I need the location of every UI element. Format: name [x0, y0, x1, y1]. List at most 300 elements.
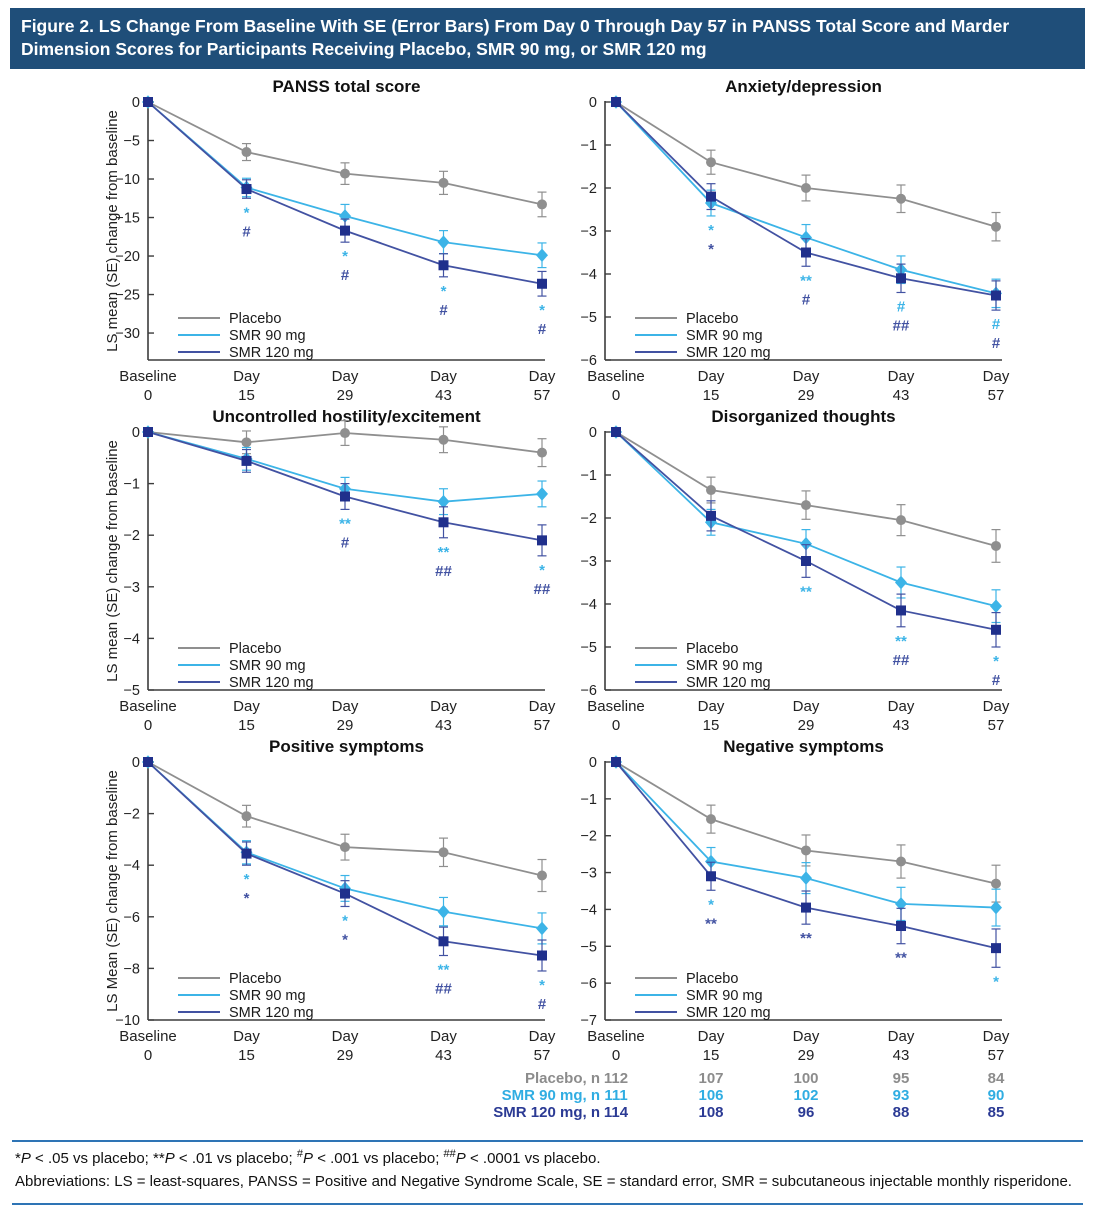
- svg-text:**: **: [895, 949, 907, 967]
- data-point-marker: [991, 625, 1001, 635]
- data-point-marker: [439, 936, 449, 946]
- svg-text:0: 0: [143, 387, 153, 403]
- table-n-value: 100: [793, 1070, 819, 1088]
- svg-text:15: 15: [702, 717, 720, 733]
- svg-text:−2: −2: [123, 806, 140, 823]
- data-point-marker: [439, 178, 449, 188]
- data-point-marker: [537, 448, 547, 458]
- chart-svg: [567, 402, 1037, 732]
- svg-text:−2: −2: [580, 181, 597, 198]
- svg-text:57: 57: [533, 1047, 551, 1063]
- chart-disorganized-thoughts: [567, 402, 1037, 732]
- data-point-marker: [340, 428, 350, 438]
- svg-text:43: 43: [435, 387, 452, 403]
- svg-text:57: 57: [533, 717, 551, 733]
- svg-text:#: #: [242, 223, 251, 241]
- svg-text:15: 15: [238, 717, 255, 733]
- data-point-marker: [537, 279, 547, 289]
- svg-text:Day: Day: [697, 1028, 725, 1046]
- svg-text:−5: −5: [580, 640, 597, 657]
- chart-row-1: [12, 72, 1095, 402]
- p-value-label: P: [303, 1150, 314, 1168]
- y-axis-ticks: [580, 755, 611, 1029]
- table-row-label: SMR 90 mg, n: [501, 1087, 600, 1105]
- svg-text:#: #: [439, 302, 448, 320]
- svg-text:Baseline: Baseline: [587, 368, 645, 386]
- svg-text:**: **: [339, 515, 351, 533]
- chart-svg: [12, 402, 567, 732]
- svg-text:Day: Day: [887, 1028, 915, 1046]
- data-point-marker: [706, 871, 716, 881]
- figure-title-banner: [10, 8, 1085, 69]
- chart-anxiety-depression: [567, 72, 1037, 402]
- data-point-marker: [896, 515, 906, 525]
- svg-text:*: *: [243, 204, 250, 222]
- svg-text:−2: −2: [123, 528, 140, 545]
- svg-text:Day: Day: [982, 368, 1010, 386]
- chart-title: Positive symptoms: [269, 737, 424, 757]
- figure-title: Figure 2. LS Change From Baseline With SE (Error Bars) From Day 0 Through Day 57 in PANSS Total Score and Marder Dimension Scores for Participants Receiving Placebo, SMR 90 mg, or SMR 120 mg: [21, 16, 1010, 60]
- data-point-marker: [340, 889, 350, 899]
- data-point-marker: [991, 291, 1001, 301]
- svg-text:*: *: [342, 248, 348, 266]
- data-point-marker: [438, 905, 450, 919]
- svg-text:Day: Day: [233, 1028, 260, 1046]
- significance-annotations: [339, 516, 551, 598]
- table-n-value: 95: [892, 1070, 910, 1088]
- data-point-marker: [990, 901, 1002, 915]
- svg-text:*: *: [708, 241, 714, 259]
- svg-text:*: *: [243, 871, 250, 889]
- x-axis-labels: [119, 698, 556, 732]
- data-point-marker: [801, 183, 811, 193]
- svg-text:**: **: [705, 915, 717, 933]
- svg-text:−7: −7: [580, 1013, 597, 1030]
- table-n-value: 102: [793, 1087, 819, 1105]
- svg-text:15: 15: [702, 1047, 720, 1063]
- svg-text:−5: −5: [123, 133, 140, 150]
- series-placebo: [611, 97, 1001, 241]
- svg-text:43: 43: [892, 387, 910, 403]
- p-value-label: P: [164, 1150, 175, 1168]
- svg-text:#: #: [340, 267, 350, 285]
- svg-text:−1: −1: [580, 792, 597, 809]
- data-point-marker: [242, 456, 252, 466]
- table-n-value: 107: [698, 1070, 724, 1088]
- svg-text:Day: Day: [331, 1028, 359, 1046]
- data-point-marker: [439, 435, 449, 445]
- data-point-marker: [340, 169, 350, 179]
- data-point-marker: [896, 857, 906, 867]
- data-point-marker: [706, 192, 716, 202]
- abbreviations-note: Abbreviations: LS = least-squares, PANSS = Positive and Negative Syndrome Scale, SE = standard error, SMR = subcutaneous injectable monthly risperidone.: [15, 1172, 1072, 1190]
- x-axis-labels: [119, 368, 556, 402]
- svg-text:**: **: [895, 632, 907, 650]
- legend: [178, 971, 314, 1021]
- data-point-marker: [895, 576, 907, 590]
- svg-text:Day: Day: [887, 698, 915, 716]
- axes: [605, 101, 1002, 360]
- data-point-marker: [896, 194, 906, 204]
- data-point-marker: [242, 849, 252, 859]
- svg-text:Day: Day: [528, 368, 556, 386]
- legend-label: Placebo: [229, 641, 282, 658]
- svg-text:#: #: [896, 298, 906, 316]
- svg-text:15: 15: [238, 387, 255, 403]
- svg-text:29: 29: [797, 717, 815, 733]
- data-point-marker: [536, 249, 548, 263]
- svg-text:−20: −20: [115, 249, 140, 266]
- svg-text:Day: Day: [528, 698, 556, 716]
- data-point-marker: [340, 492, 350, 502]
- table-n-value: 114: [603, 1104, 629, 1122]
- svg-text:−10: −10: [115, 1013, 140, 1030]
- svg-text:43: 43: [892, 717, 910, 733]
- svg-text:##: ##: [892, 651, 910, 669]
- chart-panss-total-score: [12, 72, 567, 402]
- svg-text:##: ##: [435, 562, 452, 580]
- data-point-marker: [706, 157, 716, 167]
- svg-text:*: *: [993, 973, 999, 991]
- svg-text:−15: −15: [115, 210, 140, 227]
- svg-text:−1: −1: [123, 476, 140, 493]
- legend-label: Placebo: [229, 971, 282, 988]
- svg-text:29: 29: [336, 387, 354, 403]
- legend-label: SMR 120 mg: [229, 345, 314, 362]
- table-n-value: 85: [987, 1104, 1005, 1122]
- charts-grid: [0, 72, 1095, 1062]
- svg-text:*: *: [440, 283, 447, 301]
- data-point-marker: [896, 273, 906, 283]
- data-point-marker: [801, 846, 811, 856]
- data-point-marker: [242, 184, 252, 194]
- svg-text:*: *: [243, 890, 250, 908]
- data-point-marker: [537, 200, 547, 210]
- legend: [635, 641, 771, 691]
- svg-text:##: ##: [892, 317, 910, 335]
- svg-text:−6: −6: [580, 683, 597, 700]
- legend-label: SMR 90 mg: [229, 988, 306, 1005]
- svg-text:0: 0: [588, 755, 597, 772]
- svg-text:57: 57: [987, 1047, 1005, 1063]
- svg-text:Day: Day: [430, 368, 457, 386]
- svg-text:#: #: [991, 672, 1001, 690]
- x-axis-labels: [119, 1028, 556, 1062]
- legend-label: Placebo: [686, 311, 739, 328]
- svg-text:29: 29: [797, 1047, 815, 1063]
- svg-text:Day: Day: [982, 698, 1010, 716]
- legend: [635, 971, 771, 1021]
- svg-text:−25: −25: [115, 287, 140, 304]
- svg-text:−6: −6: [123, 909, 140, 926]
- data-point-marker: [800, 871, 812, 885]
- table-n-value: 88: [892, 1104, 910, 1122]
- data-point-marker: [537, 536, 547, 546]
- legend: [178, 311, 314, 361]
- data-point-marker: [438, 236, 450, 250]
- figure-page: [0, 8, 1095, 1205]
- svg-text:0: 0: [588, 425, 597, 442]
- svg-text:Day: Day: [697, 368, 725, 386]
- svg-text:0: 0: [143, 1047, 153, 1063]
- svg-text:0: 0: [131, 95, 140, 112]
- chart-positive-symptoms: [12, 732, 567, 1062]
- svg-text:*: *: [993, 653, 999, 671]
- svg-text:29: 29: [336, 717, 354, 733]
- y-axis-label: LS Mean (SE) change from baseline: [104, 770, 121, 1013]
- svg-text:−2: −2: [580, 828, 597, 845]
- table-n-value: 111: [604, 1087, 628, 1105]
- data-point-marker: [439, 260, 449, 270]
- chart-title: Uncontrolled hostility/excitement: [212, 407, 481, 427]
- chart-svg: [567, 72, 1037, 402]
- chart-negative-symptoms: [567, 732, 1037, 1062]
- svg-text:0: 0: [588, 95, 597, 112]
- data-point-marker: [896, 921, 906, 931]
- legend-label: SMR 120 mg: [686, 345, 771, 362]
- data-point-marker: [991, 879, 1001, 889]
- data-point-marker: [439, 847, 449, 857]
- svg-text:##: ##: [533, 581, 551, 599]
- data-point-marker: [801, 556, 811, 566]
- data-point-marker: [143, 757, 153, 767]
- table-n-value: 112: [603, 1070, 629, 1088]
- table-row-label: SMR 120 mg, n: [493, 1104, 600, 1122]
- chart-title: Negative symptoms: [723, 737, 884, 757]
- svg-text:−3: −3: [580, 554, 597, 571]
- legend: [178, 641, 314, 691]
- legend-label: SMR 90 mg: [229, 658, 306, 675]
- legend-label: Placebo: [686, 971, 739, 988]
- legend-label: SMR 90 mg: [686, 988, 763, 1005]
- data-point-marker: [537, 871, 547, 881]
- axes: [148, 431, 545, 690]
- svg-text:−1: −1: [580, 138, 597, 155]
- y-axis-ticks: [580, 425, 611, 699]
- data-point-marker: [801, 903, 811, 913]
- svg-text:**: **: [800, 930, 812, 948]
- legend-label: SMR 120 mg: [229, 675, 314, 692]
- svg-text:0: 0: [143, 717, 153, 733]
- svg-text:Day: Day: [233, 368, 260, 386]
- significance-symbol: #: [296, 1148, 304, 1161]
- chart-svg: [12, 732, 567, 1062]
- data-point-marker: [706, 485, 716, 495]
- data-point-marker: [801, 248, 811, 258]
- significance-annotations: [242, 204, 547, 338]
- data-point-marker: [143, 427, 153, 437]
- participants-count-table: [0, 1062, 1095, 1126]
- svg-text:−4: −4: [123, 631, 140, 648]
- significance-footnote: *P < .05 vs placebo; **P < .01 vs placebo; #P < .001 vs placebo; ##P < .0001 vs placebo.: [15, 1148, 601, 1168]
- table-n-value: 90: [987, 1087, 1005, 1105]
- svg-text:*: *: [539, 977, 545, 995]
- svg-text:Day: Day: [233, 698, 260, 716]
- svg-text:Day: Day: [430, 1028, 457, 1046]
- legend-label: SMR 90 mg: [686, 658, 763, 675]
- series-placebo: [143, 757, 547, 892]
- svg-text:*: *: [539, 302, 545, 320]
- legend-label: SMR 120 mg: [686, 1005, 771, 1022]
- data-point-marker: [611, 427, 621, 437]
- svg-text:−2: −2: [580, 511, 597, 528]
- legend: [635, 311, 771, 361]
- svg-text:*: *: [539, 562, 545, 580]
- data-point-marker: [801, 500, 811, 510]
- svg-text:−5: −5: [580, 939, 597, 956]
- table-row-label: Placebo, n: [524, 1070, 600, 1088]
- data-point-marker: [990, 600, 1002, 614]
- svg-text:15: 15: [702, 387, 720, 403]
- chart-row-2: [12, 402, 1095, 732]
- svg-text:−4: −4: [580, 597, 597, 614]
- data-point-marker: [536, 487, 548, 501]
- svg-text:#: #: [801, 291, 811, 309]
- svg-text:**: **: [437, 961, 450, 979]
- svg-text:29: 29: [797, 387, 815, 403]
- svg-text:Day: Day: [528, 1028, 556, 1046]
- figure-footer: [12, 1140, 1083, 1205]
- svg-text:0: 0: [611, 1047, 621, 1063]
- chart-title: Disorganized thoughts: [711, 407, 896, 427]
- svg-text:−30: −30: [115, 326, 140, 343]
- legend-label: SMR 120 mg: [229, 1005, 314, 1022]
- x-axis-labels: [587, 698, 1010, 732]
- p-value-label: P: [455, 1150, 466, 1168]
- data-point-marker: [143, 97, 153, 107]
- table-n-value: 96: [797, 1104, 815, 1122]
- svg-text:15: 15: [238, 1047, 255, 1063]
- significance-annotations: [705, 896, 999, 990]
- table-n-value: 108: [698, 1104, 724, 1122]
- svg-text:Day: Day: [792, 368, 820, 386]
- table-n-value: 106: [698, 1087, 724, 1105]
- svg-text:**: **: [437, 543, 450, 561]
- data-point-marker: [991, 222, 1001, 232]
- svg-text:*: *: [708, 222, 714, 240]
- svg-text:Baseline: Baseline: [119, 698, 177, 716]
- data-point-marker: [439, 517, 449, 527]
- data-point-marker: [611, 757, 621, 767]
- svg-text:Day: Day: [697, 698, 725, 716]
- data-point-marker: [242, 438, 252, 448]
- svg-text:−1: −1: [580, 468, 597, 485]
- svg-text:**: **: [800, 583, 812, 601]
- y-axis-label: LS mean (SE) change from baseline: [104, 110, 121, 353]
- svg-text:−8: −8: [123, 961, 140, 978]
- data-point-marker: [706, 511, 716, 521]
- svg-text:Day: Day: [331, 368, 359, 386]
- y-axis-ticks: [580, 95, 611, 369]
- data-point-marker: [340, 226, 350, 236]
- svg-text:29: 29: [336, 1047, 354, 1063]
- svg-text:57: 57: [987, 387, 1005, 403]
- svg-text:Baseline: Baseline: [587, 698, 645, 716]
- chart-svg: [12, 72, 567, 402]
- data-point-marker: [896, 606, 906, 616]
- svg-text:57: 57: [533, 387, 551, 403]
- y-axis-ticks: [123, 425, 154, 699]
- chart-svg: [567, 732, 1037, 1062]
- svg-text:−4: −4: [123, 858, 140, 875]
- svg-text:Day: Day: [792, 1028, 820, 1046]
- data-point-marker: [611, 97, 621, 107]
- table-n-value: 93: [892, 1087, 910, 1105]
- series-line: [616, 102, 996, 227]
- legend-label: SMR 120 mg: [686, 675, 771, 692]
- chart-uncontrolled-hostility-excitement: [12, 402, 567, 732]
- svg-text:*: *: [708, 896, 714, 914]
- table-n-value: 84: [987, 1070, 1005, 1088]
- series-line: [616, 432, 996, 546]
- data-point-marker: [340, 842, 350, 852]
- y-axis-label: LS mean (SE) change from baseline: [104, 440, 121, 683]
- svg-text:Day: Day: [792, 698, 820, 716]
- svg-text:0: 0: [131, 425, 140, 442]
- legend-label: Placebo: [229, 311, 282, 328]
- svg-text:−6: −6: [580, 976, 597, 993]
- svg-text:*: *: [342, 931, 348, 949]
- svg-text:Baseline: Baseline: [119, 368, 177, 386]
- svg-text:Baseline: Baseline: [119, 1028, 177, 1046]
- svg-text:−5: −5: [580, 310, 597, 327]
- svg-text:Day: Day: [430, 698, 457, 716]
- svg-text:0: 0: [131, 755, 140, 772]
- chart-title: PANSS total score: [272, 77, 421, 97]
- svg-text:##: ##: [435, 980, 452, 998]
- svg-text:Day: Day: [887, 368, 915, 386]
- svg-text:−3: −3: [580, 224, 597, 241]
- svg-text:−4: −4: [580, 902, 597, 919]
- svg-text:−3: −3: [123, 579, 140, 596]
- svg-text:#: #: [991, 316, 1001, 334]
- svg-text:−6: −6: [580, 353, 597, 370]
- svg-text:Baseline: Baseline: [587, 1028, 645, 1046]
- svg-text:#: #: [340, 534, 350, 552]
- svg-text:Day: Day: [331, 698, 359, 716]
- chart-title: Anxiety/depression: [725, 77, 882, 97]
- svg-text:**: **: [800, 272, 812, 290]
- p-value-label: P: [20, 1150, 31, 1168]
- data-point-marker: [991, 943, 1001, 953]
- svg-text:#: #: [537, 996, 547, 1014]
- svg-text:#: #: [991, 335, 1001, 353]
- significance-symbol: ##: [443, 1148, 456, 1161]
- svg-text:#: #: [537, 321, 547, 339]
- chart-row-3: [12, 732, 1095, 1062]
- data-point-marker: [991, 541, 1001, 551]
- svg-text:43: 43: [435, 717, 452, 733]
- svg-text:*: *: [342, 912, 348, 930]
- data-point-marker: [537, 951, 547, 961]
- svg-text:0: 0: [611, 717, 621, 733]
- series-placebo: [143, 97, 547, 217]
- svg-text:43: 43: [435, 1047, 452, 1063]
- svg-text:0: 0: [611, 387, 621, 403]
- svg-text:43: 43: [892, 1047, 910, 1063]
- svg-text:−10: −10: [115, 172, 140, 189]
- x-axis-labels: [587, 1028, 1010, 1062]
- svg-text:−4: −4: [580, 267, 597, 284]
- legend-label: SMR 90 mg: [686, 328, 763, 345]
- data-point-marker: [242, 147, 252, 157]
- svg-text:Day: Day: [982, 1028, 1010, 1046]
- data-point-marker: [536, 922, 548, 936]
- legend-label: Placebo: [686, 641, 739, 658]
- data-point-marker: [242, 811, 252, 821]
- series-placebo: [143, 421, 547, 467]
- x-axis-labels: [587, 368, 1010, 402]
